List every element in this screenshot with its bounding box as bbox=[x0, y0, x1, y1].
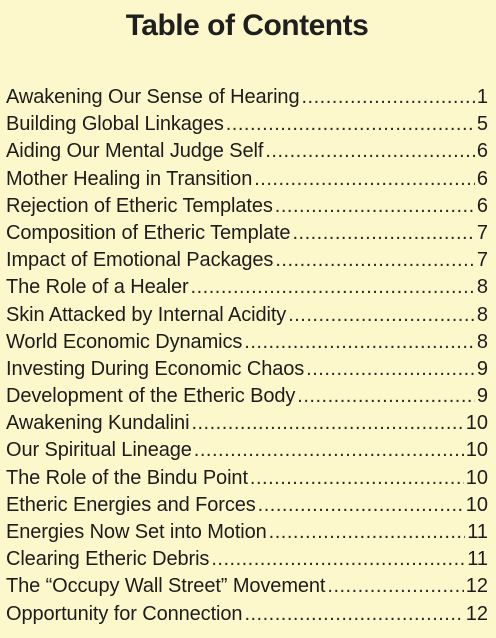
toc-entry-title: The Role of the Bindu Point bbox=[6, 466, 248, 489]
toc-entry[interactable] bbox=[6, 193, 488, 220]
toc-entry[interactable] bbox=[6, 166, 488, 193]
toc-entry-page: 10 bbox=[465, 439, 488, 462]
toc-entry[interactable] bbox=[6, 573, 488, 600]
toc-entry-page: 9 bbox=[476, 385, 488, 408]
toc-entry[interactable] bbox=[6, 519, 488, 546]
toc-entry-title: Opportunity for Connection bbox=[6, 602, 243, 625]
toc-entry-page: 12 bbox=[465, 602, 488, 625]
dot-leader bbox=[191, 274, 475, 301]
dot-leader bbox=[250, 465, 464, 492]
toc-entry-page: 6 bbox=[476, 140, 488, 163]
toc-entry[interactable] bbox=[6, 601, 488, 628]
toc-entry-page: 10 bbox=[465, 466, 488, 489]
dot-leader bbox=[327, 573, 463, 600]
toc-entry[interactable] bbox=[6, 220, 488, 247]
dot-leader bbox=[297, 383, 475, 410]
toc-entry-page: 11 bbox=[467, 521, 488, 543]
dot-leader bbox=[244, 601, 463, 628]
dot-leader bbox=[275, 247, 475, 274]
toc-entry-title: Composition of Etheric Template bbox=[6, 221, 291, 244]
toc-entry[interactable] bbox=[6, 356, 488, 383]
toc-entry[interactable] bbox=[6, 410, 488, 437]
toc-entry-title: Clearing Etheric Debris bbox=[6, 548, 210, 571]
toc-entry-page: 6 bbox=[476, 167, 488, 190]
toc-entry[interactable] bbox=[6, 465, 488, 492]
dot-leader bbox=[254, 166, 475, 193]
toc-entry-page: 10 bbox=[465, 412, 488, 435]
toc-entry-title: Our Spiritual Lineage bbox=[6, 439, 192, 462]
dot-leader bbox=[226, 111, 475, 138]
dot-leader bbox=[288, 302, 475, 329]
toc-entry-title: Awakening Our Sense of Hearing bbox=[6, 86, 300, 108]
dot-leader bbox=[244, 329, 475, 356]
toc-entry-page: 10 bbox=[465, 493, 488, 516]
toc-entry-page: 1 bbox=[476, 86, 488, 108]
toc-entry-title: Impact of Emotional Packages bbox=[6, 249, 274, 272]
dot-leader bbox=[211, 546, 465, 573]
toc-entry[interactable] bbox=[6, 437, 488, 464]
toc-entry-title: Etheric Energies and Forces bbox=[6, 493, 256, 516]
toc-entry-page: 8 bbox=[476, 330, 488, 353]
toc-entry-page: 7 bbox=[476, 221, 488, 244]
dot-leader bbox=[269, 519, 466, 546]
dot-leader bbox=[194, 437, 464, 464]
toc-entry[interactable] bbox=[6, 274, 488, 301]
toc-entry-title: Building Global Linkages bbox=[6, 113, 224, 136]
toc-entry-title: Energies Now Set into Motion bbox=[6, 521, 267, 543]
page-title: Table of Contents bbox=[125, 9, 369, 42]
toc-entry-title: Investing During Economic Chaos bbox=[6, 357, 305, 380]
toc-entry[interactable] bbox=[6, 329, 488, 356]
toc-entry-page: 12 bbox=[465, 575, 488, 598]
toc-entry[interactable] bbox=[6, 383, 488, 410]
toc-entry[interactable] bbox=[6, 546, 488, 573]
dot-leader bbox=[306, 356, 475, 383]
toc-entry-page: 8 bbox=[476, 303, 488, 326]
toc-entry[interactable] bbox=[6, 138, 488, 165]
toc-entry-title: Development of the Etheric Body bbox=[6, 385, 296, 408]
toc-entry[interactable] bbox=[6, 111, 488, 138]
toc-entry-title: Awakening Kundalini bbox=[6, 412, 190, 435]
dot-leader bbox=[258, 492, 464, 519]
toc-entry-page: 9 bbox=[476, 357, 488, 380]
dot-leader bbox=[191, 410, 463, 437]
toc-entry-title: Aiding Our Mental Judge Self bbox=[6, 140, 264, 163]
toc-entry[interactable] bbox=[6, 247, 488, 274]
toc-entry-title: Rejection of Etheric Templates bbox=[6, 194, 273, 217]
toc-list bbox=[6, 84, 488, 628]
dot-leader bbox=[275, 193, 475, 220]
dot-leader bbox=[292, 220, 474, 247]
toc-entry-page: 8 bbox=[476, 276, 488, 299]
toc-entry[interactable] bbox=[6, 492, 488, 519]
toc-entry-title: Mother Healing in Transition bbox=[6, 167, 253, 190]
toc-entry-title: The “Occupy Wall Street” Movement bbox=[6, 575, 326, 598]
toc-entry-page: 5 bbox=[476, 113, 488, 136]
toc-entry-title: World Economic Dynamics bbox=[6, 330, 243, 353]
toc-entry-title: Skin Attacked by Internal Acidity bbox=[6, 303, 287, 326]
dot-leader bbox=[265, 138, 475, 165]
dot-leader bbox=[301, 84, 474, 111]
toc-entry-page: 11 bbox=[467, 548, 488, 571]
toc-entry[interactable] bbox=[6, 84, 488, 111]
toc-entry-page: 7 bbox=[476, 249, 488, 272]
toc-entry[interactable] bbox=[6, 302, 488, 329]
toc-entry-page: 6 bbox=[476, 194, 488, 217]
toc-entry-title: The Role of a Healer bbox=[6, 276, 189, 299]
